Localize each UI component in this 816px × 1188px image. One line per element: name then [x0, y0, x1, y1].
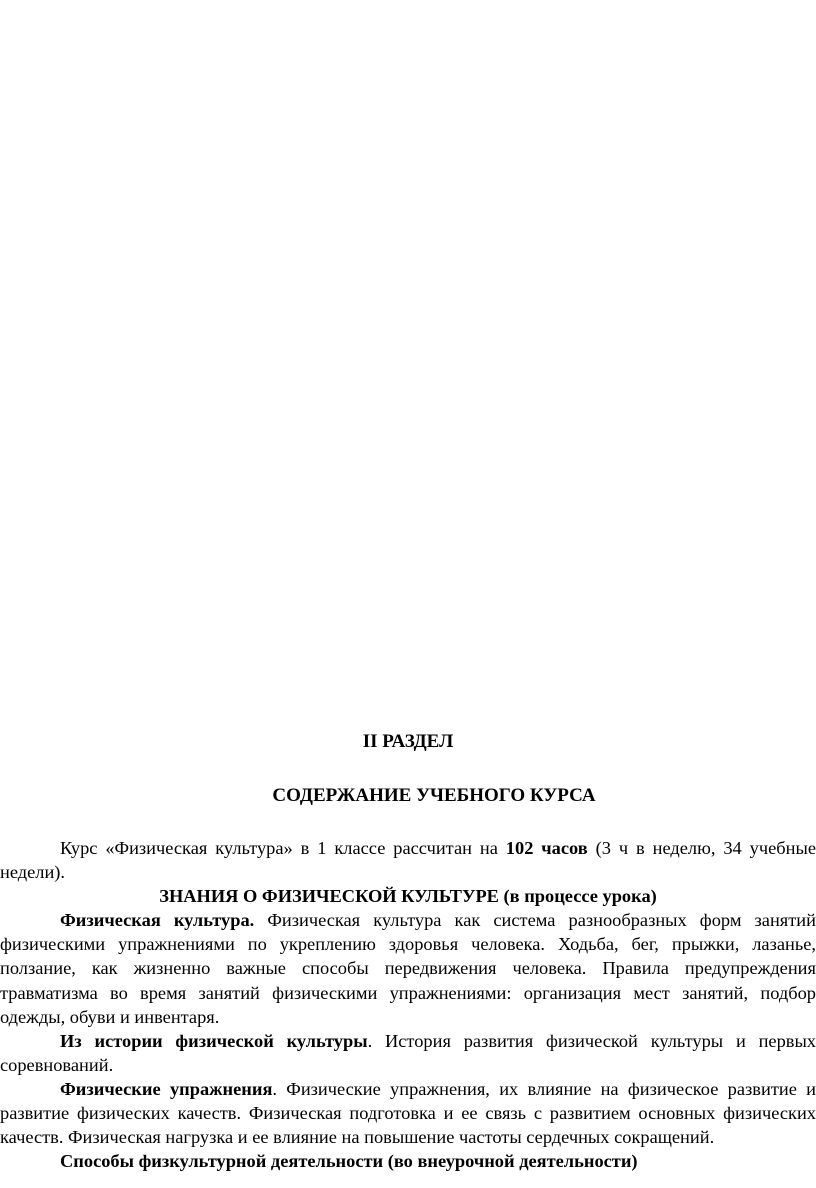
paragraph-text: . История развития физической культуры и первых соревнований.: [0, 1030, 816, 1075]
paragraph-term: Физическая культура.: [60, 910, 255, 931]
paragraph-term: Физические упражнения: [60, 1078, 273, 1099]
section-number: II РАЗДЕЛ: [362, 731, 454, 752]
intro-text-before: Курс «Физическая культура» в 1 классе рассчитан на: [60, 838, 506, 858]
intro-paragraph: [0, 836, 816, 884]
paragraph-text: . Физические упражнения, их влияние на физическое развитие и развитие физических качеств. Физическая подготовка и ее связь с развитием основных физических качеств. Физическая нагрузка и ее влияние на повышение частоты сердечных сокращений.: [0, 1078, 816, 1148]
paragraph-term: Из истории физической культуры: [60, 1030, 368, 1051]
section-title: СОДЕРЖАНИЕ УЧЕБНОГО КУРСА: [272, 785, 596, 806]
paragraph-physical-culture: [0, 908, 816, 1028]
paragraph-history: [0, 1029, 816, 1077]
course-content: [0, 836, 816, 1173]
methods-heading: Способы физкультурной деятельности (во внеурочной деятельности): [60, 1151, 638, 1172]
knowledge-heading: ЗНАНИЯ О ФИЗИЧЕСКОЙ КУЛЬТУРЕ (в процессе урока): [159, 886, 657, 907]
paragraph-text: Физическая культура как система разнообразных форм занятий физическими упражнениями по укреплению здоровья человека. Ходьба, бег, прыжки, лазанье, ползание, как жизненно важные способы передвижения человека. Правила предупреждения травматизма во время занятий физическими упражнениями: организация мест занятий, подбор одежды, обуви и инвентаря.: [0, 910, 816, 1027]
intro-hours: 102 часов: [505, 838, 588, 858]
intro-text-after: (3 ч в неделю, 34 учебные недели).: [0, 838, 816, 883]
paragraph-exercises: [0, 1077, 816, 1149]
